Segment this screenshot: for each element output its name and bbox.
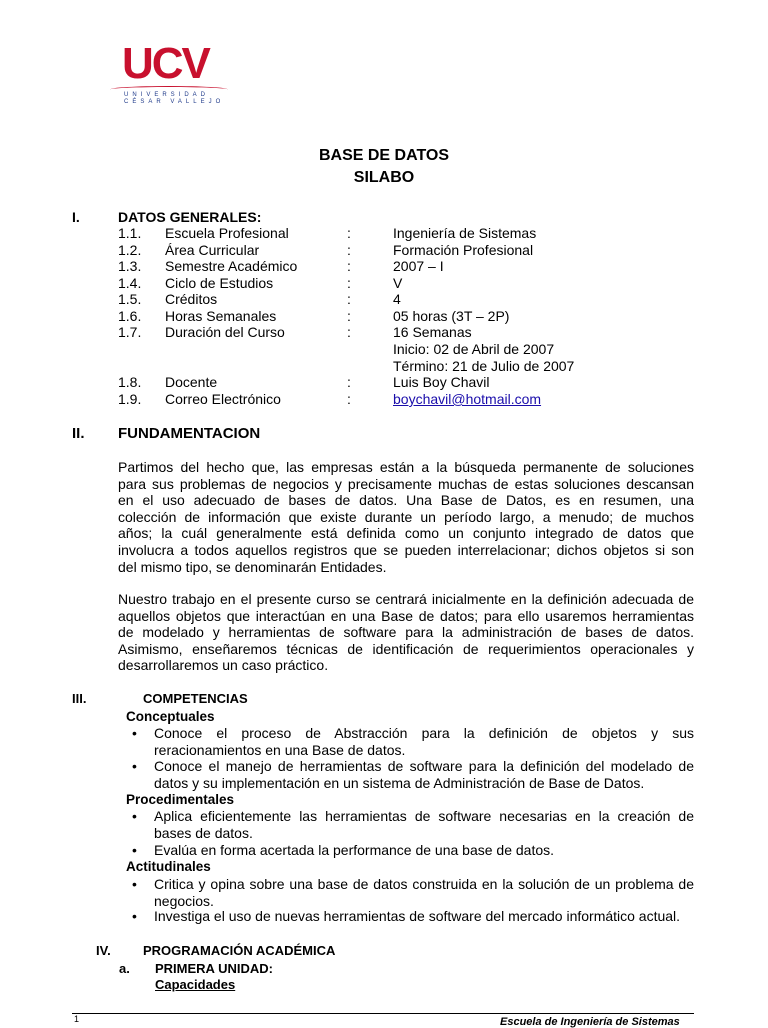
paragraph-line: involucra a todos aquellos registros que se pueden interrelacionar; dichos objetos si son [118, 541, 694, 558]
item-value: 05 horas (3T – 2P) [393, 308, 510, 324]
bullet-icon: • [132, 725, 137, 741]
section4-heading: PROGRAMACIÓN ACADÉMICA [143, 943, 336, 958]
bullet-icon: • [132, 908, 137, 924]
competencia-line: Investiga el uso de nuevas herramientas de software del mercado informático actual. [154, 908, 681, 924]
item-label: Correo Electrónico [165, 391, 281, 407]
bullet-icon: • [132, 876, 137, 892]
section4a-heading: PRIMERA UNIDAD: [155, 961, 273, 976]
bullet-icon: • [132, 808, 137, 824]
item-separator: : [347, 242, 351, 258]
item-label: Área Curricular [165, 242, 260, 258]
paragraph-line: en el uso adecuado de bases de datos. Una Base de Datos, es en resumen, una [118, 492, 694, 509]
competencia-item [154, 842, 694, 859]
competencia-line: datos y su implementación en un sistema de Administración de Base de Datos. [154, 774, 645, 791]
section2-heading: FUNDAMENTACION [118, 425, 261, 442]
paragraph-line: colección de información que existe durante un período largo, a menudo; de muchos [118, 508, 694, 525]
paragraph-line: desarrollaremos un caso práctico. [118, 657, 329, 674]
paragraph-line: del mismo tipo, se denominarán Entidades. [118, 558, 387, 575]
item-number: 1.4. [118, 275, 142, 291]
competencia-line: bases de datos. [154, 824, 253, 841]
item-separator: : [347, 308, 351, 324]
item-separator: : [347, 374, 351, 390]
email-link[interactable]: boychavil@hotmail.com [393, 391, 542, 407]
item-label: Créditos [165, 291, 218, 307]
item-separator: : [347, 291, 351, 307]
item-number: 1.8. [118, 374, 142, 390]
item-separator: : [347, 258, 351, 274]
item-value: 2007 – I [393, 258, 444, 274]
section3-heading: COMPETENCIAS [143, 691, 248, 706]
item-value: V [393, 275, 403, 291]
competencia-line: Conoce el manejo de herramientas de software para la definición del modelado de [154, 758, 694, 774]
item-label: Semestre Académico [165, 258, 298, 274]
paragraph-line: Asimismo, enseñaremos técnicas de identificación de requerimientos operacionales y [118, 640, 694, 657]
item-value: Formación Profesional [393, 242, 534, 258]
item-separator: : [347, 391, 351, 407]
competencia-group-label: Actitudinales [126, 859, 211, 874]
section4-number: IV. [96, 943, 111, 958]
paragraph-line: para sus problemas de negocios y precisamente muchas de estas soluciones descansan [118, 475, 694, 492]
competencia-item [154, 758, 694, 791]
item-number: 1.3. [118, 258, 142, 274]
item-number: 1.9. [118, 391, 142, 407]
competencia-line: reracionamientos en una Base de datos. [154, 741, 406, 758]
competencia-group-label: Conceptuales [126, 709, 215, 724]
section1-heading: DATOS GENERALES: [118, 209, 262, 225]
competencia-line: Critica y opina sobre una base de datos construida en la solución de un problema de [154, 876, 694, 892]
item-label: Duración del Curso [165, 324, 285, 340]
paragraph-line: aquellos objetos que interactúan en una Base de datos; para ello usaremos herramientas [118, 607, 694, 624]
competencia-item [154, 908, 694, 925]
item-separator: : [347, 324, 351, 340]
duration-end: Término: 21 de Julio de 2007 [393, 358, 575, 374]
item-value: 16 Semanas [393, 324, 472, 340]
section3-number: III. [72, 691, 87, 706]
competencia-item [154, 808, 694, 841]
logo-line1: UNIVERSIDAD [124, 92, 210, 98]
item-label: Ciclo de Estudios [165, 275, 274, 291]
competencia-item [154, 725, 694, 758]
item-number: 1.1. [118, 225, 142, 241]
competencia-line: Conoce el proceso de Abstracción para la definición de objetos y sus [154, 725, 694, 741]
duration-start: Inicio: 02 de Abril de 2007 [393, 341, 555, 357]
competencia-item [154, 876, 694, 909]
footer-divider [72, 1013, 694, 1014]
competencia-line: Evalúa en forma acertada la performance de una base de datos. [154, 842, 555, 858]
paragraph-line: Partimos del hecho que, las empresas están a la búsqueda permanente de soluciones [118, 459, 694, 475]
fundamentacion-paragraph-1 [118, 459, 694, 575]
item-number: 1.6. [118, 308, 142, 324]
competencia-line: negocios. [154, 892, 214, 909]
logo-line2: CÉSAR VALLEJO [124, 99, 225, 105]
university-logo [110, 40, 230, 110]
competencia-group-label: Procedimentales [126, 792, 235, 807]
section4a-number: a. [119, 961, 130, 976]
item-separator: : [347, 225, 351, 241]
footer-school: Escuela de Ingeniería de Sistemas [500, 1016, 680, 1028]
item-number: 1.5. [118, 291, 142, 307]
competencia-line: Aplica eficientemente las herramientas de software necesarias en la creación de [154, 808, 694, 824]
capacidades-label: Capacidades [155, 977, 236, 992]
fundamentacion-paragraph-2 [118, 591, 694, 674]
bullet-icon: • [132, 842, 137, 858]
item-number: 1.2. [118, 242, 142, 258]
document-subtitle: SILABO [353, 169, 415, 186]
paragraph-line: años; la cuál generalmente está definida como un conjunto integrado de datos que [118, 525, 694, 542]
item-number: 1.7. [118, 324, 142, 340]
item-separator: : [347, 275, 351, 291]
section2-number: II. [72, 425, 85, 442]
section1-number: I. [72, 209, 80, 225]
bullet-icon: • [132, 758, 137, 774]
item-value: Luis Boy Chavil [393, 374, 490, 390]
paragraph-line: de modelado y herramientas de software para la administración de bases de datos. [118, 624, 694, 641]
paragraph-line: Nuestro trabajo en el presente curso se centrará inicialmente en la definición adecuada de [118, 591, 694, 607]
item-label: Horas Semanales [165, 308, 277, 324]
footer-page-number: 1 [74, 1014, 80, 1024]
item-label: Docente [165, 374, 218, 390]
item-label: Escuela Profesional [165, 225, 289, 241]
logo-mark: UCV [122, 39, 209, 88]
document-title: BASE DE DATOS [318, 147, 450, 164]
item-value: Ingeniería de Sistemas [393, 225, 537, 241]
item-value: 4 [393, 291, 401, 307]
